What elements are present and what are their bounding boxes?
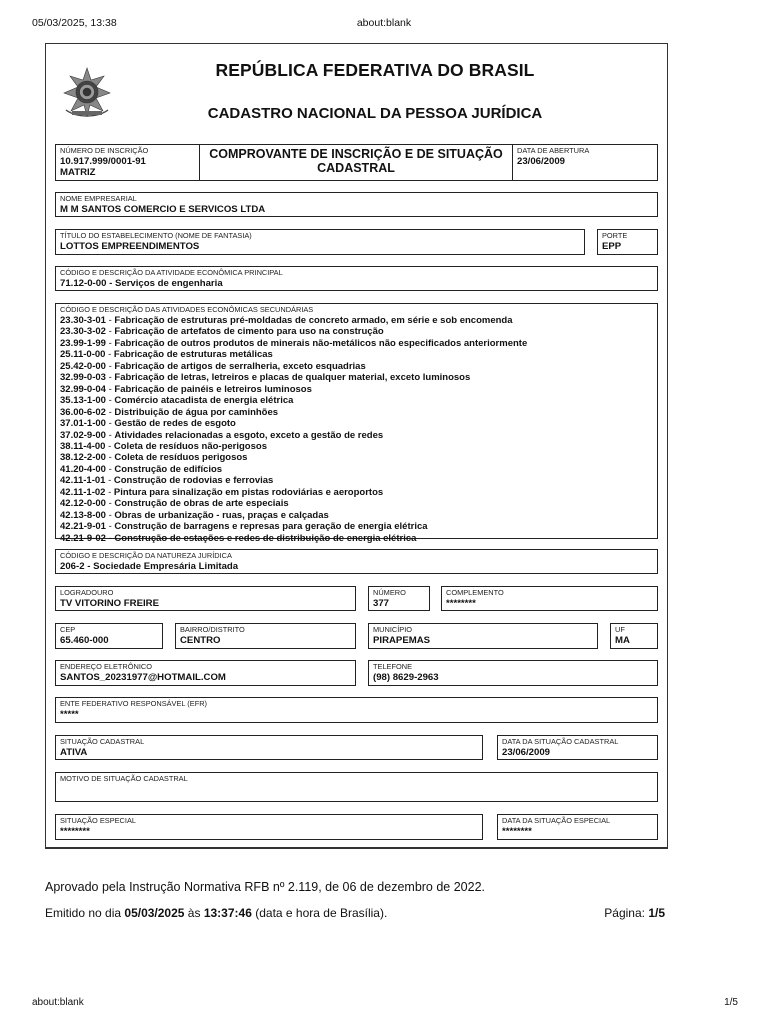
complemento-box — [441, 586, 658, 611]
municipio-box — [368, 623, 598, 649]
situacao-value: ATIVA — [60, 747, 88, 758]
efr-value: ***** — [60, 709, 79, 720]
atividade-secundaria-item: 42.13-8-00 - Obras de urbanização - ruas, praças e calçadas — [60, 509, 329, 521]
atividade-secundaria-code: 38.11-4-00 — [60, 440, 106, 452]
uf-value: MA — [615, 635, 630, 646]
atividade-secundaria-code: 25.42-0-00 — [60, 360, 106, 372]
atividade-principal-desc: Serviços de engenharia — [114, 278, 223, 289]
atividade-secundaria-desc: Construção de edifícios — [114, 463, 223, 475]
atividade-secundaria-item: 37.02-9-00 - Atividades relacionadas a esgoto, exceto a gestão de redes — [60, 429, 384, 441]
atividade-secundaria-item: 25.11-0-00 - Fabricação de estruturas metálicas — [60, 349, 273, 361]
efr-box — [55, 697, 658, 723]
cep-value: 65.460-000 — [60, 635, 109, 646]
nome-empresarial-value: M M SANTOS COMERCIO E SERVICOS LTDA — [60, 204, 266, 215]
atividade-secundaria-item: 32.99-0-03 - Fabricação de letras, letreiros e placas de qualquer material, exceto luminosos — [60, 372, 471, 384]
atividade-secundaria-item: 42.11-1-01 - Construção de rodovias e ferrovias — [60, 475, 274, 487]
atividade-secundaria-item: 37.01-1-00 - Gestão de redes de esgoto — [60, 418, 236, 430]
atividades-secundarias-label: CÓDIGO E DESCRIÇÃO DAS ATIVIDADES ECONÔMICAS SECUNDÁRIAS — [60, 305, 314, 314]
fantasia-box — [55, 229, 585, 255]
comprovante-box — [199, 144, 513, 181]
logradouro-label: LOGRADOURO — [60, 588, 114, 597]
issued-prefix: Emitido no dia — [45, 906, 122, 920]
abertura-box — [512, 144, 658, 181]
atividade-principal-box — [55, 266, 658, 291]
natureza-juridica-code: 206-2 — [60, 561, 85, 572]
atividade-secundaria-desc: Comércio atacadista de energia elétrica — [114, 395, 294, 407]
natureza-juridica-box — [55, 549, 658, 574]
natureza-juridica-value: 206-2 - Sociedade Empresária Limitada — [60, 561, 239, 572]
logradouro-box — [55, 586, 356, 611]
numero-value: 377 — [373, 598, 390, 609]
cnpj-number: 10.917.999/0001-91 — [60, 156, 146, 167]
data-situacao-especial-label: DATA DA SITUAÇÃO ESPECIAL — [502, 816, 611, 825]
bairro-box — [175, 623, 356, 649]
fantasia-value: LOTTOS EMPREENDIMENTOS — [60, 241, 200, 252]
complemento-label: COMPLEMENTO — [446, 588, 504, 597]
print-url: about:blank — [356, 17, 412, 29]
porte-box — [597, 229, 658, 255]
atividade-secundaria-item: 32.99-0-04 - Fabricação de painéis e letreiros luminosos — [60, 383, 312, 395]
atividade-secundaria-code: 23.30-3-02 — [60, 326, 106, 338]
situacao-label: SITUAÇÃO CADASTRAL — [60, 737, 145, 746]
atividades-secundarias-box — [55, 303, 658, 544]
print-header — [32, 17, 736, 31]
atividade-secundaria-code: 42.13-8-00 — [60, 509, 106, 521]
atividade-secundaria-code: 42.12-0-00 — [60, 498, 106, 510]
atividade-secundaria-code: 42.21-9-02 — [60, 532, 106, 544]
establishment-type: MATRIZ — [60, 167, 96, 178]
atividade-secundaria-code: 38.12-2-00 — [60, 452, 106, 464]
data-situacao-especial-value: ******** — [502, 826, 532, 837]
abertura-label: DATA DE ABERTURA — [517, 146, 590, 155]
natureza-juridica-label: CÓDIGO E DESCRIÇÃO DA NATUREZA JURÍDICA — [60, 551, 232, 560]
data-situacao-especial-box — [497, 814, 658, 840]
telefone-box — [368, 660, 658, 686]
atividade-principal-value: 71.12-0-00 - Serviços de engenharia — [60, 278, 223, 289]
bairro-label: BAIRRO/DISTRITO — [180, 625, 245, 634]
nome-empresarial-label: NOME EMPRESARIAL — [60, 194, 137, 203]
atividade-secundaria-desc: Fabricação de artigos de serralheria, exceto esquadrias — [114, 360, 366, 372]
atividade-secundaria-desc: Distribuição de água por caminhões — [114, 406, 279, 418]
atividade-secundaria-desc: Obras de urbanização - ruas, praças e calçadas — [114, 509, 329, 521]
abertura-value: 23/06/2009 — [517, 156, 566, 167]
situacao-box — [55, 735, 483, 760]
atividade-secundaria-item: 42.11-1-02 - Pintura para sinalização em pistas rodoviárias e aeroportos — [60, 486, 384, 498]
atividade-secundaria-code: 42.11-1-01 — [60, 475, 106, 487]
atividade-secundaria-desc: Pintura para sinalização em pistas rodoviárias e aeroportos — [113, 486, 384, 498]
issued-note — [45, 906, 387, 920]
bairro-value: CENTRO — [180, 635, 221, 646]
atividade-principal-code: 71.12-0-00 — [60, 278, 107, 289]
atividade-secundaria-code: 42.11-1-02 — [60, 486, 106, 498]
atividade-secundaria-desc: Gestão de redes de esgoto — [114, 418, 236, 430]
logradouro-value: TV VITORINO FREIRE — [60, 598, 159, 609]
atividade-secundaria-code: 36.00-6-02 — [60, 406, 106, 418]
atividade-secundaria-desc: Fabricação de artefatos de cimento para uso na construção — [114, 326, 384, 338]
atividade-secundaria-desc: Construção de obras de arte especiais — [114, 498, 289, 510]
atividade-secundaria-item: 42.21-9-02 - Construção de estações e redes de distribuição de energia elétrica — [60, 532, 417, 544]
atividade-secundaria-desc: Fabricação de painéis e letreiros luminosos — [114, 383, 312, 395]
atividade-secundaria-code: 25.11-0-00 — [60, 349, 106, 361]
atividade-secundaria-item: 41.20-4-00 - Construção de edifícios — [60, 463, 223, 475]
atividade-secundaria-desc: Fabricação de estruturas metálicas — [113, 349, 273, 361]
page-number — [604, 906, 665, 920]
uf-box — [610, 623, 658, 649]
motivo-label: MOTIVO DE SITUAÇÃO CADASTRAL — [60, 774, 188, 783]
numero-box — [368, 586, 430, 611]
atividade-secundaria-item: 36.00-6-02 - Distribuição de água por caminhões — [60, 406, 279, 418]
atividade-secundaria-code: 41.20-4-00 — [60, 463, 106, 475]
atividade-secundaria-item: 23.30-3-02 - Fabricação de artefatos de cimento para uso na construção — [60, 326, 384, 338]
data-situacao-value: 23/06/2009 — [502, 747, 551, 758]
cep-box — [55, 623, 163, 649]
porte-label: PORTE — [602, 231, 628, 240]
issued-time: 13:37:46 — [203, 906, 252, 920]
atividade-secundaria-item: 38.11-4-00 - Coleta de resíduos não-perigosos — [60, 440, 267, 452]
email-box — [55, 660, 356, 686]
atividade-secundaria-desc: Fabricação de outros produtos de minerais não-metálicos não especificados anteriormente — [114, 337, 528, 349]
atividade-secundaria-code: 37.01-1-00 — [60, 418, 106, 430]
data-situacao-label: DATA DA SITUAÇÃO CADASTRAL — [502, 737, 619, 746]
situacao-especial-value: ******** — [60, 826, 90, 837]
atividade-secundaria-item: 23.99-1-99 - Fabricação de outros produtos de minerais não-metálicos não especificados anteriormente — [60, 337, 528, 349]
atividade-principal-label: CÓDIGO E DESCRIÇÃO DA ATIVIDADE ECONÔMICA PRINCIPAL — [60, 268, 283, 277]
email-label: ENDEREÇO ELETRÔNICO — [60, 662, 152, 671]
telefone-value: (98) 8629-2963 — [373, 672, 439, 683]
atividade-secundaria-item: 38.12-2-00 - Coleta de resíduos perigosos — [60, 452, 248, 464]
atividade-secundaria-desc: Construção de barragens e represas para geração de energia elétrica — [114, 521, 428, 533]
coat-of-arms-icon — [60, 66, 114, 118]
atividade-secundaria-desc: Fabricação de letras, letreiros e placas de qualquer material, exceto luminosos — [114, 372, 471, 384]
atividade-secundaria-item: 42.12-0-00 - Construção de obras de arte especiais — [60, 498, 289, 510]
atividade-secundaria-desc: Coleta de resíduos não-perigosos — [113, 440, 267, 452]
atividade-secundaria-code: 37.02-9-00 — [60, 429, 106, 441]
atividade-secundaria-desc: Construção de estações e redes de distribuição de energia elétrica — [114, 532, 417, 544]
efr-label: ENTE FEDERATIVO RESPONSÁVEL (EFR) — [60, 699, 208, 708]
municipio-value: PIRAPEMAS — [373, 635, 431, 646]
situacao-especial-box — [55, 814, 483, 840]
atividade-secundaria-code: 42.21-9-01 — [60, 521, 106, 533]
nome-empresarial-box — [55, 192, 658, 217]
complemento-value: ******** — [446, 598, 476, 609]
atividade-secundaria-item: 23.30-3-01 - Fabricação de estruturas pré-moldadas de concreto armado, em série e sob encomenda — [60, 315, 513, 326]
fantasia-label: TÍTULO DO ESTABELECIMENTO (NOME DE FANTASIA) — [60, 231, 252, 240]
comprovante-title-line2: CADASTRAL — [317, 161, 395, 175]
atividade-secundaria-desc: Atividades relacionadas a esgoto, exceto a gestão de redes — [114, 429, 384, 441]
atividade-secundaria-item: 42.21-9-01 - Construção de barragens e represas para geração de energia elétrica — [60, 521, 428, 533]
print-footer-url: about:blank — [32, 997, 84, 1008]
motivo-box — [55, 772, 658, 802]
atividade-secundaria-desc: Coleta de resíduos perigosos — [114, 452, 248, 464]
atividade-secundaria-item: 35.13-1-00 - Comércio atacadista de energia elétrica — [60, 395, 294, 407]
atividades-secundarias-list — [60, 315, 527, 544]
cep-label: CEP — [60, 625, 76, 634]
republic-title: REPÚBLICA FEDERATIVA DO BRASIL — [215, 60, 535, 80]
porte-value: EPP — [602, 241, 622, 252]
comprovante-title-line1: COMPROVANTE DE INSCRIÇÃO E DE SITUAÇÃO — [209, 147, 503, 161]
page-label: Página: — [604, 906, 645, 920]
inscricao-label: NÚMERO DE INSCRIÇÃO — [60, 146, 149, 155]
print-footer-pages: 1/5 — [724, 997, 738, 1008]
issued-at: às — [187, 906, 201, 920]
atividade-secundaria-code: 32.99-0-03 — [60, 372, 106, 384]
atividade-secundaria-code: 23.99-1-99 — [60, 337, 106, 349]
atividade-secundaria-code: 23.30-3-01 — [60, 315, 106, 326]
inscricao-box — [55, 144, 200, 181]
atividade-secundaria-code: 32.99-0-04 — [60, 383, 106, 395]
atividade-secundaria-desc: Construção de rodovias e ferrovias — [113, 475, 274, 487]
registry-title: CADASTRO NACIONAL DA PESSOA JURÍDICA — [207, 105, 543, 122]
email-value: SANTOS_20231977@HOTMAIL.COM — [60, 672, 226, 683]
atividade-secundaria-item: 25.42-0-00 - Fabricação de artigos de serralheria, exceto esquadrias — [60, 360, 366, 372]
atividade-secundaria-desc: Fabricação de estruturas pré-moldadas de concreto armado, em série e sob encomenda — [114, 315, 513, 326]
print-footer — [32, 997, 738, 1011]
approval-note: Aprovado pela Instrução Normativa RFB nº 2.119, de 06 de dezembro de 2022. — [45, 880, 486, 894]
atividade-secundaria-code: 35.13-1-00 — [60, 395, 106, 407]
municipio-label: MUNICÍPIO — [373, 625, 413, 634]
telefone-label: TELEFONE — [373, 662, 413, 671]
numero-label: NÚMERO — [373, 588, 406, 597]
situacao-especial-label: SITUAÇÃO ESPECIAL — [60, 816, 136, 825]
page-value: 1/5 — [648, 906, 665, 920]
issued-suffix: (data e hora de Brasília). — [255, 906, 388, 920]
issued-date: 05/03/2025 — [124, 906, 185, 920]
data-situacao-box — [497, 735, 658, 760]
uf-label: UF — [615, 625, 625, 634]
natureza-juridica-desc: Sociedade Empresária Limitada — [93, 561, 239, 572]
print-date: 05/03/2025, 13:38 — [32, 17, 117, 29]
